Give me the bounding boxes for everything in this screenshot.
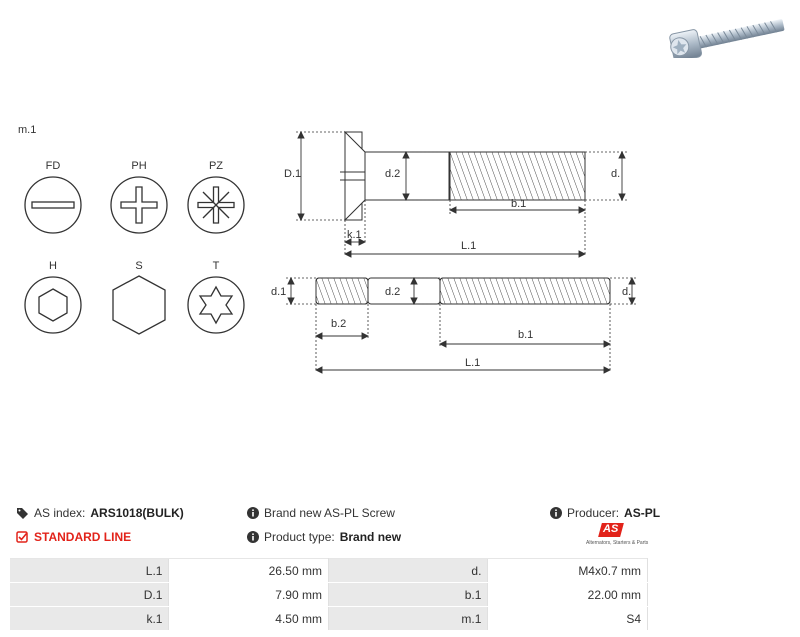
spec-value: M4x0.7 mm <box>488 559 648 583</box>
table-row <box>10 607 648 631</box>
producer-row <box>550 506 660 520</box>
producer-value: AS-PL <box>624 506 661 520</box>
hex-head-drive-icon <box>113 276 165 334</box>
dim-label-L1-bottom: L.1 <box>465 357 481 369</box>
dim-label-D1: D.1 <box>284 168 302 180</box>
hex-socket-drive-icon <box>25 277 81 333</box>
description-row <box>247 506 395 520</box>
info-icon <box>550 507 562 519</box>
spec-key: D.1 <box>10 583 169 607</box>
drive-label-t: T <box>212 260 220 272</box>
spec-value: 4.50 mm <box>169 607 329 631</box>
dim-label-L1: L.1 <box>461 240 477 252</box>
product-type-row <box>247 530 401 544</box>
spec-value: 22.00 mm <box>488 583 648 607</box>
drive-types-diagram <box>0 0 270 350</box>
info-icon <box>247 507 259 519</box>
dim-label-b2-bottom: b.2 <box>331 318 347 330</box>
as-index-row <box>16 506 184 520</box>
description-text: Brand new AS-PL Screw <box>264 506 395 520</box>
tags-icon <box>16 507 29 519</box>
dim-label-d-bottom: d. <box>622 286 632 298</box>
spec-key: k.1 <box>10 607 169 631</box>
drive-label-fd: FD <box>45 160 61 172</box>
spec-value: S4 <box>488 607 648 631</box>
phillips-drive-icon <box>111 177 167 233</box>
table-row <box>10 559 648 583</box>
drive-label-pz: PZ <box>208 160 224 172</box>
specs-table <box>10 558 648 631</box>
torx-drive-icon <box>188 277 244 333</box>
m1-label: m.1 <box>18 124 37 136</box>
as-pl-logo <box>586 523 650 553</box>
spec-value: 7.90 mm <box>169 583 329 607</box>
logo-text: AS <box>603 523 619 535</box>
dim-label-d1-bottom: d.1 <box>271 286 287 298</box>
standard-line-label: STANDARD LINE <box>34 530 132 544</box>
standard-line-row <box>16 530 131 544</box>
spec-key: d. <box>328 559 487 583</box>
spec-key: b.1 <box>328 583 487 607</box>
product-photo <box>660 8 800 58</box>
checkbox-checked-icon <box>16 531 29 543</box>
dim-label-k1: k.1 <box>347 229 362 241</box>
drive-label-ph: PH <box>131 160 147 172</box>
spec-key: m.1 <box>328 607 487 631</box>
dim-label-b1: b.1 <box>511 198 527 210</box>
dim-label-d2-bottom: d.2 <box>385 286 401 298</box>
table-row <box>10 583 648 607</box>
info-icon <box>247 531 259 543</box>
dim-label-d2: d.2 <box>385 168 401 180</box>
product-type-label: Product type: <box>264 530 335 544</box>
producer-label: Producer: <box>567 506 620 520</box>
as-index-label: AS index: <box>34 506 86 520</box>
slotted-drive-icon <box>25 177 81 233</box>
screw-technical-drawing <box>270 120 650 390</box>
spec-value: 26.50 mm <box>169 559 329 583</box>
dim-label-b1-bottom: b.1 <box>518 329 534 341</box>
logo-tagline: Alternators, Starters & Parts <box>586 540 649 546</box>
drive-label-h: H <box>49 260 57 272</box>
dim-label-d: d. <box>611 168 621 180</box>
drive-label-s: S <box>135 260 143 272</box>
as-index-value: ARS1018(BULK) <box>90 506 184 520</box>
product-type-value: Brand new <box>339 530 402 544</box>
spec-key: L.1 <box>10 559 169 583</box>
pozidriv-drive-icon <box>188 177 244 233</box>
